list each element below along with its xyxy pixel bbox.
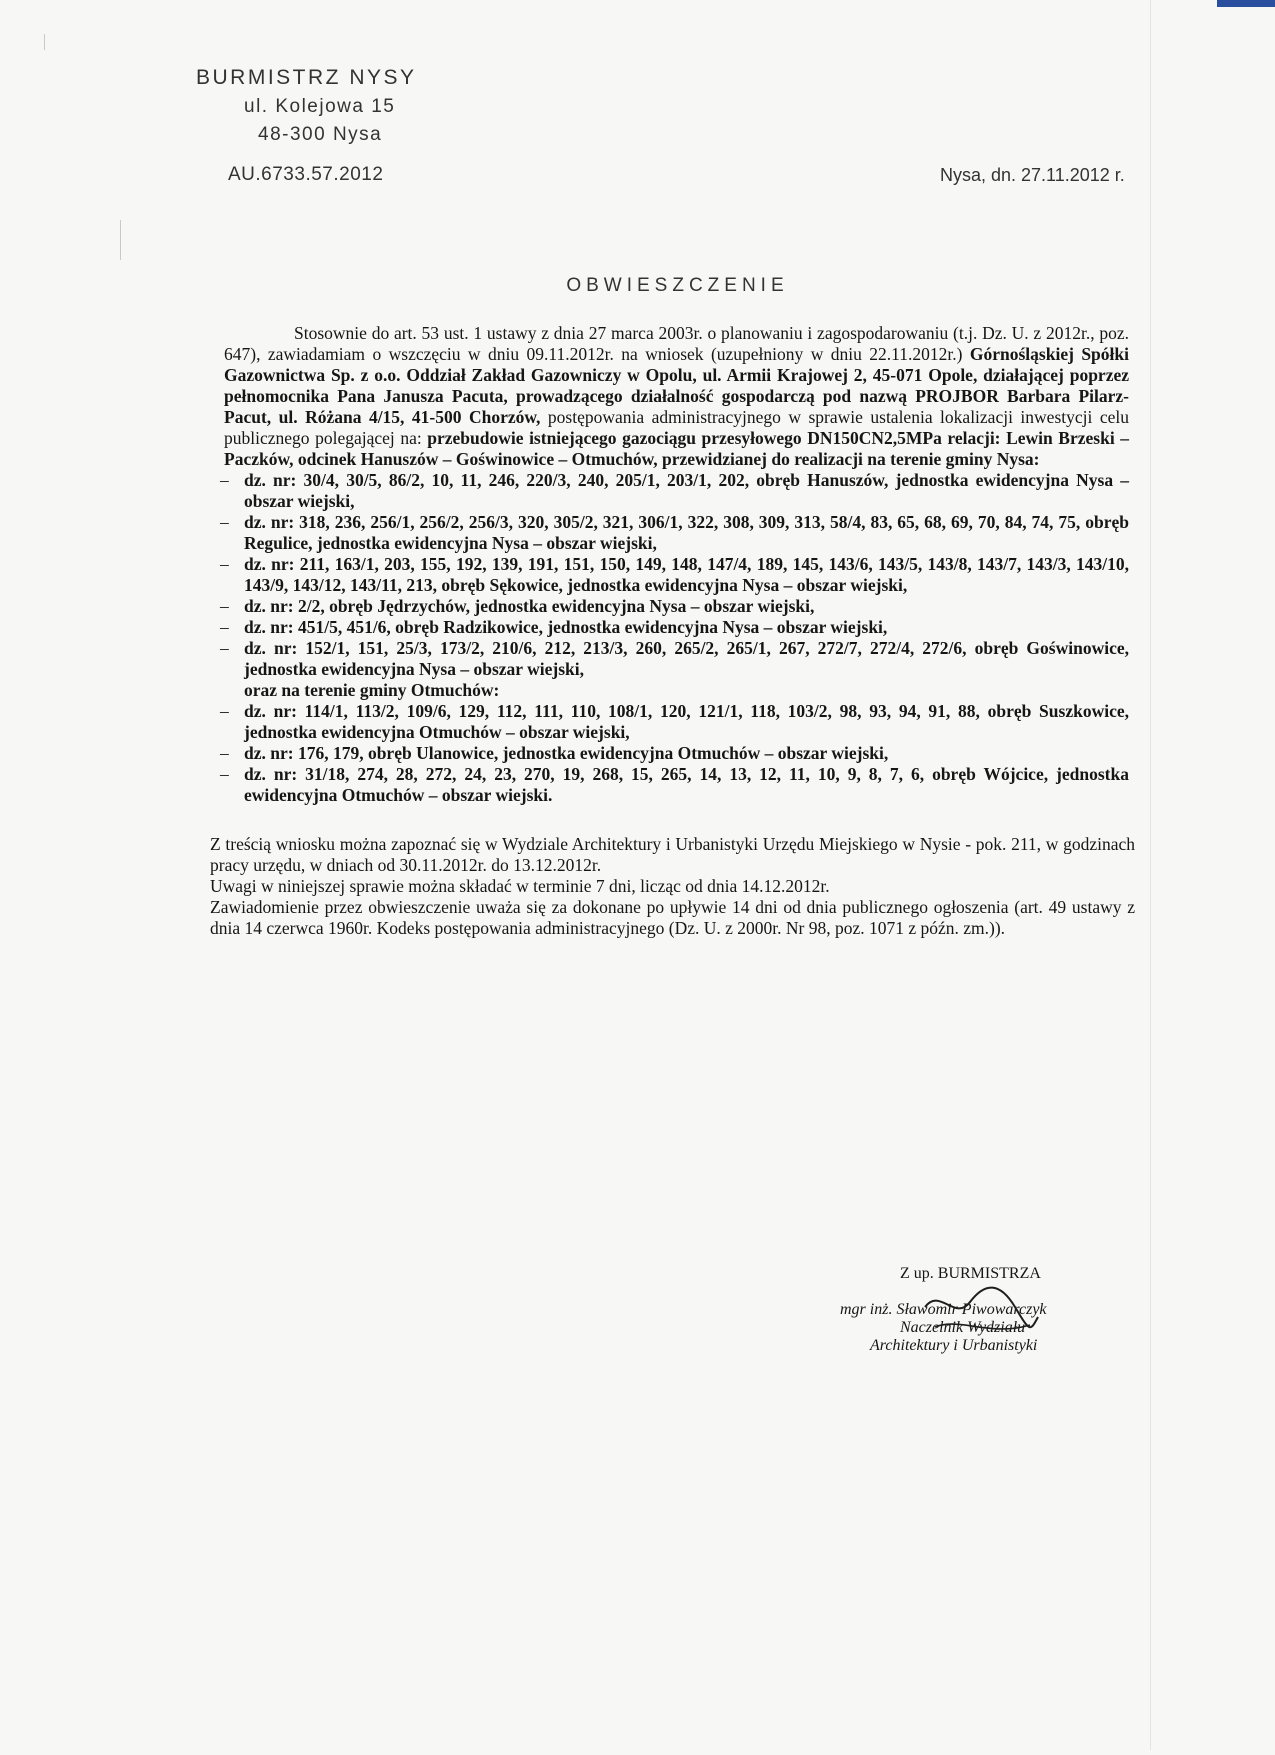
parcel-item: – dz. nr: 2/2, obręb Jędrzychów, jednostka ewidencyjna Nysa – obszar wiejski, [224,596,1129,617]
parcel-item: – dz. nr: 30/4, 30/5, 86/2, 10, 11, 246, 220/3, 240, 205/1, 203/1, 202, obręb Hanuszów, jednostka ewidencyjna Nysa – obszar wiejski, [224,470,1129,512]
issuer-city: 48-300 Nysa [258,124,383,145]
parcel-item: – dz. nr: 211, 163/1, 203, 155, 192, 139, 191, 151, 150, 149, 148, 147/4, 189, 145, 143/6, 143/5, 143/8, 143/7, 143/3, 143/10, 143/9, 143/12, 143/11, 213, obręb Sękowice, jednostka ewidencyjna Nysa – obszar wiejski, [224,554,1129,596]
scan-artifact [120,220,121,260]
issuer-name: BURMISTRZ NYSY [196,66,417,89]
parcel-item: – dz. nr: 31/18, 274, 28, 272, 24, 23, 270, 19, 268, 15, 265, 14, 13, 12, 11, 10, 9, 8, 7, 6, obręb Wójcice, jednostka ewidencyjna Otmuchów – obszar wiejski. [224,764,1129,806]
letterhead [196,66,496,186]
info-block [210,834,1135,939]
project-description: przebudowie istniejącego gazociągu przesyłowego DN150CN2,5MPa relacji: Lewin Brzeski – Paczków, odcinek Hanuszów – Goświnowice – Otmuchów, przewidzianej do realizacji na terenie gminy Nysa: [224,428,1129,469]
issuer-street: ul. Kolejowa 15 [244,96,396,117]
signature-authority: Z up. BURMISTRZA [900,1265,1041,1282]
document-body [210,323,1135,939]
parcel-item: – dz. nr: 451/5, 451/6, obręb Radzikowice, jednostka ewidencyjna Nysa – obszar wiejski, [224,617,1129,638]
scan-artifact [44,34,45,50]
info-paragraph: Zawiadomienie przez obwieszczenie uważa się za dokonane po upływie 14 dni od dnia publicznego ogłoszenia (art. 49 ustawy z dnia 14 czerwca 1960r. Kodeks postępowania administracyjnego (Dz. U. z 2000r. Nr 98, poz. 1071 z późn. zm.)). [210,897,1135,938]
signature-block [840,1265,1140,1355]
parcel-item: – dz. nr: 114/1, 113/2, 109/6, 129, 112, 111, 110, 108/1, 120, 121/1, 118, 103/2, 98, 93, 94, 91, 88, obręb Suszkowice, jednostka ewidencyjna Otmuchów – obszar wiejski, [224,701,1129,743]
document-date: Nysa, dn. 27.11.2012 r. [940,165,1125,185]
signature-scribble-icon [920,1277,1040,1347]
parcel-item: – dz. nr: 176, 179, obręb Ulanowice, jednostka ewidencyjna Otmuchów – obszar wiejski, [224,743,1129,764]
intro-paragraph [224,323,1129,470]
reference-number: AU.6733.57.2012 [228,164,384,185]
info-paragraph: Uwagi w niniejszej sprawie można składać w terminie 7 dni, licząc od dnia 14.12.2012r. [210,876,830,896]
scan-artifact [1150,0,1151,1750]
intro-procedure: postępowania administracyjnego w sprawie ustalenia lokalizacji inwestycji celu publicznego polegającej na: [224,407,1129,448]
signatory-name: mgr inż. Sławomir Piwowarczyk [840,1301,1047,1318]
signatory-department: Architektury i Urbanistyki [870,1337,1038,1354]
signatory-position: Naczelnik Wydziału [900,1319,1026,1336]
parcel-item: – dz. nr: 318, 236, 256/1, 256/2, 256/3, 320, 305/2, 321, 306/1, 322, 308, 309, 313, 58/4, 83, 65, 68, 69, 70, 84, 74, 75, obręb Regulice, jednostka ewidencyjna Nysa – obszar wiejski, [224,512,1129,554]
document-title: OBWIESZCZENIE [566,275,789,296]
applicant-details: Górnośląskiej Spółki Gazownictwa Sp. z o.o. Oddział Zakład Gazowniczy w Opolu, ul. Armii Krajowej 2, 45-071 Opole, działającej poprzez pełnomocnika Pana Janusza Pacuta, prowadzącego działalność gospodarczą pod nazwą PROJBOR Barbara Pilarz-Pacut, ul. Różana 4/15, 41-500 Chorzów, [224,344,1129,427]
parcel-item: – dz. nr: 152/1, 151, 25/3, 173/2, 210/6, 212, 213/3, 260, 265/2, 265/1, 267, 272/7, 272/4, 272/6, obręb Goświnowice, jednostka ewidencyjna Nysa – obszar wiejski, [224,638,1129,680]
info-paragraph: Z treścią wniosku można zapoznać się w Wydziale Architektury i Urbanistyki Urzędu Miejskiego w Nysie - pok. 211, w godzinach pracy urzędu, w dniach od 30.11.2012r. do 13.12.2012r. [210,834,1135,875]
otmuchow-heading: oraz na terenie gminy Otmuchów: [244,680,500,700]
intro-legal-basis: Stosownie do art. 53 ust. 1 ustawy z dnia 27 marca 2003r. o planowaniu i zagospodarowaniu (t.j. Dz. U. z 2012r., poz. 647), zawiadamiam o wszczęciu w dniu 09.11.2012r. na wniosek (uzupełniony w dniu 22.11.2012r.) [224,323,1129,364]
parcel-list [224,470,1129,806]
scan-edge-mark [1217,0,1275,7]
